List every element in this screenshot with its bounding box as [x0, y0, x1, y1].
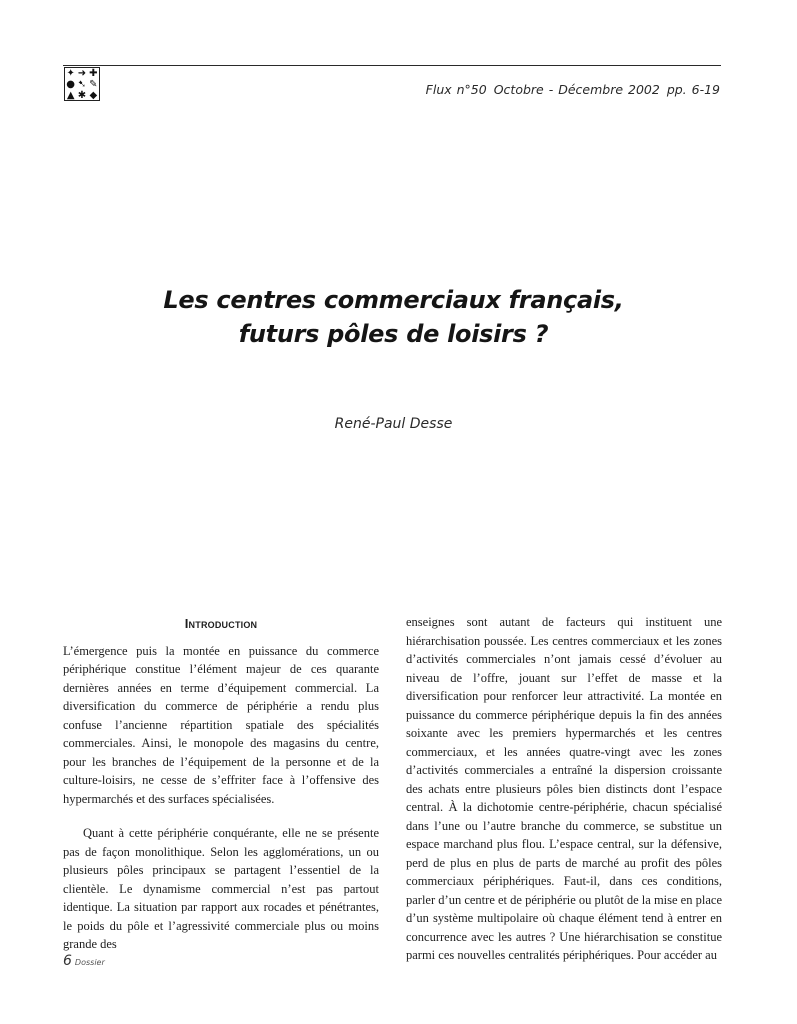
journal-pages: pp. 6-19 [666, 82, 720, 97]
logo-glyph: ✚ [89, 68, 98, 79]
paragraph-3: enseignes sont autant de facteurs qui instituent une hiérarchisation poussée. Les centres commerciaux et les zones d’activités commerciales n’ont jamais cessé d’évoluer au niveau de l’offre, jouant sur l’effet de masse et la diversification pour renforcer leur attractivité. La montée en puissance du commerce périphérique depuis la fin des années soixante avec les premiers hypermarchés et les centres commerciaux, et les années quatre-vingt avec les zones d’activités commerciales a entraîné la dispersion croissante des achats entre plusieurs pôles bien distincts dont l’espace central. À la dichotomie centre-périphérie, chacun spécialisé dans l’une ou l’autre branche du commerce, se substitue un espace marchand plus flou. L’espace central, sur la défensive, perd de plus en plus de parts de marché au profit des pôles commerciaux périphériques. Faut-il, dans ces conditions, parler d’un centre et de périphérie ou plutôt de la mise en place d’un système multipolaire où chaque élément tend à entrer en concurrence avec les autres ? Une hiérarchisation se constitue parmi ces nouvelles centralités périphériques. Pour accéder au [406, 615, 722, 962]
logo-glyph: ✦ [66, 68, 75, 79]
title-line-2: futurs pôles de loisirs ? [238, 320, 549, 348]
logo-glyph: ◆ [89, 90, 98, 101]
page-footer [63, 950, 105, 969]
journal-issue: Flux n°50 [425, 82, 487, 97]
logo-glyph: ▲ [66, 90, 75, 101]
logo-glyph: ➷ [77, 79, 87, 90]
paragraph-2: Quant à cette périphérie conquérante, elle ne se présente pas de façon monolithique. Selon les agglomérations, un ou plusieurs pôles principaux se partagent l’essentiel de la clientèle. Le dynamisme commercial n’est pas partout identique. La situation par rapport aux rocades et pénétrantes, le poids du pôle et l’agressivité commerciale plus ou moins grande des [63, 826, 379, 951]
header-rule [63, 65, 721, 66]
right-column [406, 613, 722, 965]
page-number: 6 [63, 953, 72, 969]
footer-section: Dossier [74, 958, 105, 967]
journal-period: Octobre - Décembre 2002 [493, 82, 660, 97]
journal-logo [64, 67, 100, 101]
article-author: René-Paul Desse [334, 416, 453, 432]
title-line-1: Les centres commerciaux français, [163, 286, 624, 314]
logo-glyph: ✎ [89, 79, 98, 90]
left-column [63, 615, 379, 954]
logo-glyph: ➜ [77, 68, 87, 79]
logo-glyph: ✱ [77, 90, 87, 101]
logo-glyph: ● [66, 79, 76, 90]
paragraph-1: L’émergence puis la montée en puissance du commerce périphérique constitue l’élément majeur de ces quarante dernières années en terme d’équipement commercial. La diversification du commerce de périphérie a rendu plus confuse l’ancienne répartition spatiale des spécialités commerciales. Ainsi, le monopole des magasins du centre, pour les branches de l’équipement de la personne et de la culture-loisirs, ne cesse de s’effriter face à l’offensive des hypermarchés et des surfaces spécialisées. [63, 643, 379, 806]
section-heading: Introduction [184, 616, 258, 631]
journal-reference [426, 82, 720, 97]
article-title [0, 283, 787, 351]
